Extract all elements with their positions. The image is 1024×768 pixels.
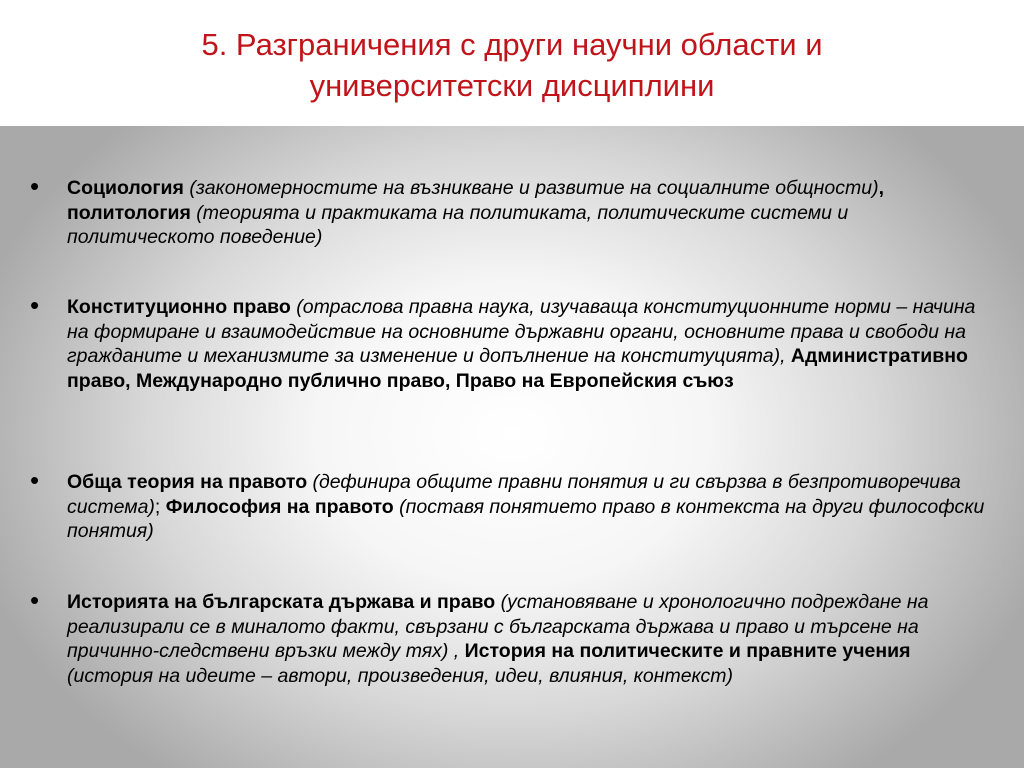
term-bold: Конституционно право <box>67 296 291 318</box>
title-line-2: университетски дисциплини <box>309 68 715 103</box>
bullet-dot-icon: • <box>30 171 40 201</box>
term-bold: Историята на българската държава и право <box>67 591 496 613</box>
description-italic: (история на идеите – автори, произведения, идеи, влияния, контекст) <box>67 664 734 687</box>
bullet-text <box>67 176 997 250</box>
term-bold: Социология <box>67 177 184 199</box>
term-bold: Административно право, Международно публично право, Право на Европейския съюз <box>67 345 968 392</box>
slide-title <box>62 20 962 106</box>
description-italic: (дефинира общите правни понятия и ги свързва в безпротиворечива система) <box>67 471 961 518</box>
bullet-dot-icon: • <box>30 585 40 615</box>
term-bold: Обща теория на правото <box>67 471 308 493</box>
description-italic: (закономерностите на възникване и развитие на социалните общности) <box>183 177 879 199</box>
bullet-text <box>67 470 997 544</box>
bullet-dot-icon: • <box>30 465 40 495</box>
bullet-dot-icon: • <box>30 290 40 320</box>
description-italic: (установяване и хронологично подреждане на реализирали се в миналото факти, свързани с българската държава и право и търсене на причинно-следствени връзки между тях) , <box>67 591 929 662</box>
slide-content <box>0 126 1024 768</box>
bullet-text <box>67 590 997 688</box>
separator-text: ; <box>154 495 166 518</box>
term-bold: Философия на правото <box>165 495 394 518</box>
title-line-1: 5. Разграничения с други научни области и <box>201 27 823 62</box>
description-italic: (отраслова правна наука, изучаваща конституционните норми – начина на формиране и взаимодействие на основните държавни органи, основните права и свободи на гражданите и механизмите за изменение и допълнение на конституцията), <box>67 296 976 367</box>
title-band <box>0 0 1024 126</box>
bullet-text <box>67 295 997 393</box>
description-italic: (теорията и практиката на политиката, политическите системи и политическото поведение) <box>67 201 849 248</box>
term-bold: История на политическите и правните учения <box>464 640 911 662</box>
term-bold: , политология <box>67 177 884 224</box>
description-italic: (поставя понятието право в контекста на други философски понятия) <box>67 495 985 542</box>
